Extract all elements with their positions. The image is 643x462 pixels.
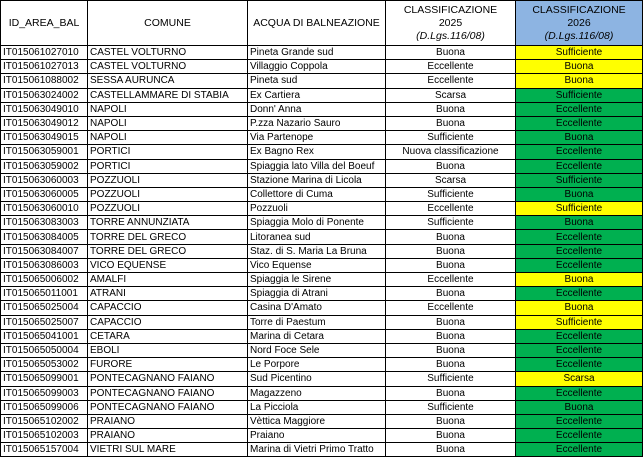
cell-comune: CAPACCIO	[88, 301, 248, 315]
table-row	[1, 301, 643, 315]
cell-classificazione-2026: Eccellente	[516, 443, 643, 457]
cell-classificazione-2025: Sufficiente	[386, 216, 516, 230]
cell-comune: VICO EQUENSE	[88, 258, 248, 272]
cell-classificazione-2026: Sufficiente	[516, 315, 643, 329]
cell-acqua: P.zza Nazario Sauro	[248, 116, 386, 130]
table-row	[1, 102, 643, 116]
cell-comune: PONTECAGNANO FAIANO	[88, 372, 248, 386]
cell-classificazione-2025: Buona	[386, 159, 516, 173]
cell-classificazione-2025: Sufficiente	[386, 131, 516, 145]
cell-id-area: IT015065050004	[1, 343, 88, 357]
cell-id-area: IT015063060010	[1, 202, 88, 216]
cell-id-area: IT015063049015	[1, 131, 88, 145]
cell-classificazione-2026: Sufficiente	[516, 173, 643, 187]
table-row	[1, 216, 643, 230]
cell-comune: EBOLI	[88, 343, 248, 357]
cell-comune: PRAIANO	[88, 429, 248, 443]
table-row	[1, 88, 643, 102]
cell-acqua: La Picciola	[248, 400, 386, 414]
table-row	[1, 74, 643, 88]
cell-classificazione-2026: Eccellente	[516, 159, 643, 173]
cell-classificazione-2026: Eccellente	[516, 386, 643, 400]
cell-comune: AMALFI	[88, 273, 248, 287]
table-row	[1, 159, 643, 173]
cell-classificazione-2026: Eccellente	[516, 358, 643, 372]
cell-classificazione-2025: Buona	[386, 46, 516, 60]
cell-comune: FURORE	[88, 358, 248, 372]
cell-classificazione-2026: Buona	[516, 74, 643, 88]
header-id-area: ID_AREA_BAL	[1, 1, 88, 46]
cell-classificazione-2026: Eccellente	[516, 230, 643, 244]
cell-comune: TORRE DEL GRECO	[88, 244, 248, 258]
table-row	[1, 230, 643, 244]
cell-acqua: Staz. di S. Maria La Bruna	[248, 244, 386, 258]
header-2026-line1: CLASSIFICAZIONE	[532, 3, 626, 16]
cell-classificazione-2026: Eccellente	[516, 414, 643, 428]
cell-id-area: IT015065025007	[1, 315, 88, 329]
cell-comune: CETARA	[88, 329, 248, 343]
cell-classificazione-2026: Sufficiente	[516, 88, 643, 102]
cell-comune: SESSA AURUNCA	[88, 74, 248, 88]
cell-comune: CASTELLAMMARE DI STABIA	[88, 88, 248, 102]
cell-classificazione-2025: Eccellente	[386, 202, 516, 216]
table-row	[1, 244, 643, 258]
header-classificazione-2025	[386, 1, 516, 46]
cell-classificazione-2026: Eccellente	[516, 287, 643, 301]
header-2026-line3: (D.Lgs.116/08)	[544, 29, 614, 42]
cell-classificazione-2025: Buona	[386, 443, 516, 457]
cell-classificazione-2025: Sufficiente	[386, 400, 516, 414]
cell-classificazione-2026: Buona	[516, 273, 643, 287]
table-row	[1, 273, 643, 287]
cell-classificazione-2026: Buona	[516, 60, 643, 74]
cell-classificazione-2026: Buona	[516, 131, 643, 145]
table-row	[1, 145, 643, 159]
table-row	[1, 429, 643, 443]
cell-id-area: IT015061027013	[1, 60, 88, 74]
cell-comune: POZZUOLI	[88, 173, 248, 187]
cell-acqua: Litoranea sud	[248, 230, 386, 244]
cell-id-area: IT015063084005	[1, 230, 88, 244]
cell-classificazione-2025: Scarsa	[386, 173, 516, 187]
cell-classificazione-2025: Buona	[386, 116, 516, 130]
cell-classificazione-2025: Eccellente	[386, 74, 516, 88]
cell-comune: NAPOLI	[88, 102, 248, 116]
cell-classificazione-2026: Sufficiente	[516, 202, 643, 216]
cell-comune: NAPOLI	[88, 116, 248, 130]
cell-classificazione-2025: Eccellente	[386, 60, 516, 74]
cell-acqua: Sud Picentino	[248, 372, 386, 386]
cell-id-area: IT015065006002	[1, 273, 88, 287]
header-acqua: ACQUA DI BALNEAZIONE	[248, 1, 386, 46]
table-body	[1, 46, 643, 457]
cell-acqua: Praiano	[248, 429, 386, 443]
cell-acqua: Vèttica Maggiore	[248, 414, 386, 428]
table-row	[1, 46, 643, 60]
table-row	[1, 400, 643, 414]
cell-id-area: IT015063060005	[1, 187, 88, 201]
cell-comune: NAPOLI	[88, 131, 248, 145]
table-row	[1, 443, 643, 457]
cell-classificazione-2026: Buona	[516, 400, 643, 414]
cell-acqua: Via Partenope	[248, 131, 386, 145]
cell-id-area: IT015063083003	[1, 216, 88, 230]
table-row	[1, 343, 643, 357]
cell-acqua: Villaggio Coppola	[248, 60, 386, 74]
cell-id-area: IT015065011001	[1, 287, 88, 301]
cell-classificazione-2026: Eccellente	[516, 244, 643, 258]
cell-comune: CASTEL VOLTURNO	[88, 46, 248, 60]
table-row	[1, 116, 643, 130]
cell-acqua: Spiaggia di Atrani	[248, 287, 386, 301]
cell-acqua: Pozzuoli	[248, 202, 386, 216]
cell-classificazione-2025: Buona	[386, 230, 516, 244]
cell-classificazione-2025: Buona	[386, 287, 516, 301]
header-2025-line3: (D.Lgs.116/08)	[416, 29, 485, 42]
table-row	[1, 287, 643, 301]
cell-id-area: IT015061088002	[1, 74, 88, 88]
cell-classificazione-2026: Buona	[516, 187, 643, 201]
table-row	[1, 202, 643, 216]
header-2025-line2: 2025	[438, 16, 463, 29]
cell-comune: POZZUOLI	[88, 187, 248, 201]
table-row	[1, 60, 643, 74]
cell-classificazione-2026: Eccellente	[516, 102, 643, 116]
cell-acqua: Pineta sud	[248, 74, 386, 88]
cell-classificazione-2025: Nuova classificazione	[386, 145, 516, 159]
cell-id-area: IT015063049010	[1, 102, 88, 116]
cell-comune: PORTICI	[88, 145, 248, 159]
header-row	[1, 1, 643, 46]
table-row	[1, 173, 643, 187]
header-2026-line2: 2026	[567, 16, 591, 29]
cell-id-area: IT015063049012	[1, 116, 88, 130]
cell-comune: PONTECAGNANO FAIANO	[88, 386, 248, 400]
cell-id-area: IT015065157004	[1, 443, 88, 457]
cell-acqua: Spiaggia lato Villa del Boeuf	[248, 159, 386, 173]
cell-classificazione-2025: Buona	[386, 429, 516, 443]
cell-comune: ATRANI	[88, 287, 248, 301]
cell-id-area: IT015065102003	[1, 429, 88, 443]
cell-classificazione-2025: Buona	[386, 102, 516, 116]
cell-classificazione-2025: Eccellente	[386, 273, 516, 287]
cell-acqua: Pineta Grande sud	[248, 46, 386, 60]
cell-comune: TORRE ANNUNZIATA	[88, 216, 248, 230]
cell-classificazione-2025: Buona	[386, 343, 516, 357]
cell-classificazione-2026: Eccellente	[516, 258, 643, 272]
cell-classificazione-2026: Eccellente	[516, 429, 643, 443]
cell-classificazione-2025: Buona	[386, 315, 516, 329]
cell-classificazione-2025: Buona	[386, 244, 516, 258]
cell-acqua: Spiaggia Molo di Ponente	[248, 216, 386, 230]
cell-classificazione-2026: Eccellente	[516, 329, 643, 343]
cell-comune: PRAIANO	[88, 414, 248, 428]
cell-classificazione-2026: Eccellente	[516, 145, 643, 159]
cell-id-area: IT015063059002	[1, 159, 88, 173]
cell-comune: CAPACCIO	[88, 315, 248, 329]
cell-classificazione-2026: Buona	[516, 216, 643, 230]
cell-id-area: IT015063086003	[1, 258, 88, 272]
cell-id-area: IT015065099006	[1, 400, 88, 414]
cell-comune: PORTICI	[88, 159, 248, 173]
cell-classificazione-2026: Buona	[516, 301, 643, 315]
cell-acqua: Le Porpore	[248, 358, 386, 372]
cell-acqua: Nord Foce Sele	[248, 343, 386, 357]
cell-acqua: Magazzeno	[248, 386, 386, 400]
table-row	[1, 258, 643, 272]
cell-id-area: IT015065025004	[1, 301, 88, 315]
header-2025-line1: CLASSIFICAZIONE	[403, 3, 498, 16]
cell-id-area: IT015061027010	[1, 46, 88, 60]
table-row	[1, 414, 643, 428]
cell-classificazione-2025: Buona	[386, 358, 516, 372]
cell-acqua: Ex Cartiera	[248, 88, 386, 102]
cell-acqua: Torre di Paestum	[248, 315, 386, 329]
table-row	[1, 187, 643, 201]
cell-acqua: Spiaggia le Sirene	[248, 273, 386, 287]
table-row	[1, 358, 643, 372]
cell-classificazione-2026: Scarsa	[516, 372, 643, 386]
table-row	[1, 386, 643, 400]
table-row	[1, 131, 643, 145]
header-comune: COMUNE	[88, 1, 248, 46]
cell-classificazione-2025: Scarsa	[386, 88, 516, 102]
cell-comune: PONTECAGNANO FAIANO	[88, 400, 248, 414]
cell-classificazione-2026: Sufficiente	[516, 46, 643, 60]
cell-id-area: IT015065053002	[1, 358, 88, 372]
cell-id-area: IT015063024002	[1, 88, 88, 102]
cell-id-area: IT015063060003	[1, 173, 88, 187]
cell-comune: POZZUOLI	[88, 202, 248, 216]
cell-classificazione-2025: Buona	[386, 258, 516, 272]
cell-id-area: IT015063084007	[1, 244, 88, 258]
table-row	[1, 315, 643, 329]
cell-classificazione-2025: Buona	[386, 414, 516, 428]
cell-acqua: Donn' Anna	[248, 102, 386, 116]
cell-comune: CASTEL VOLTURNO	[88, 60, 248, 74]
cell-comune: TORRE DEL GRECO	[88, 230, 248, 244]
cell-acqua: Marina di Cetara	[248, 329, 386, 343]
table-row	[1, 372, 643, 386]
cell-classificazione-2025: Buona	[386, 386, 516, 400]
cell-id-area: IT015065102002	[1, 414, 88, 428]
cell-acqua: Ex Bagno Rex	[248, 145, 386, 159]
table-row	[1, 329, 643, 343]
header-classificazione-2026	[516, 1, 643, 46]
cell-id-area: IT015065099001	[1, 372, 88, 386]
cell-id-area: IT015063059001	[1, 145, 88, 159]
cell-classificazione-2026: Eccellente	[516, 116, 643, 130]
cell-classificazione-2025: Eccellente	[386, 301, 516, 315]
cell-classificazione-2026: Eccellente	[516, 343, 643, 357]
cell-acqua: Vico Equense	[248, 258, 386, 272]
cell-classificazione-2025: Sufficiente	[386, 372, 516, 386]
cell-acqua: Casina D'Amato	[248, 301, 386, 315]
cell-classificazione-2025: Buona	[386, 329, 516, 343]
cell-id-area: IT015065099003	[1, 386, 88, 400]
cell-comune: VIETRI SUL MARE	[88, 443, 248, 457]
cell-classificazione-2025: Sufficiente	[386, 187, 516, 201]
cell-acqua: Stazione Marina di Licola	[248, 173, 386, 187]
cell-id-area: IT015065041001	[1, 329, 88, 343]
cell-acqua: Marina di Vietri Primo Tratto	[248, 443, 386, 457]
cell-acqua: Collettore di Cuma	[248, 187, 386, 201]
